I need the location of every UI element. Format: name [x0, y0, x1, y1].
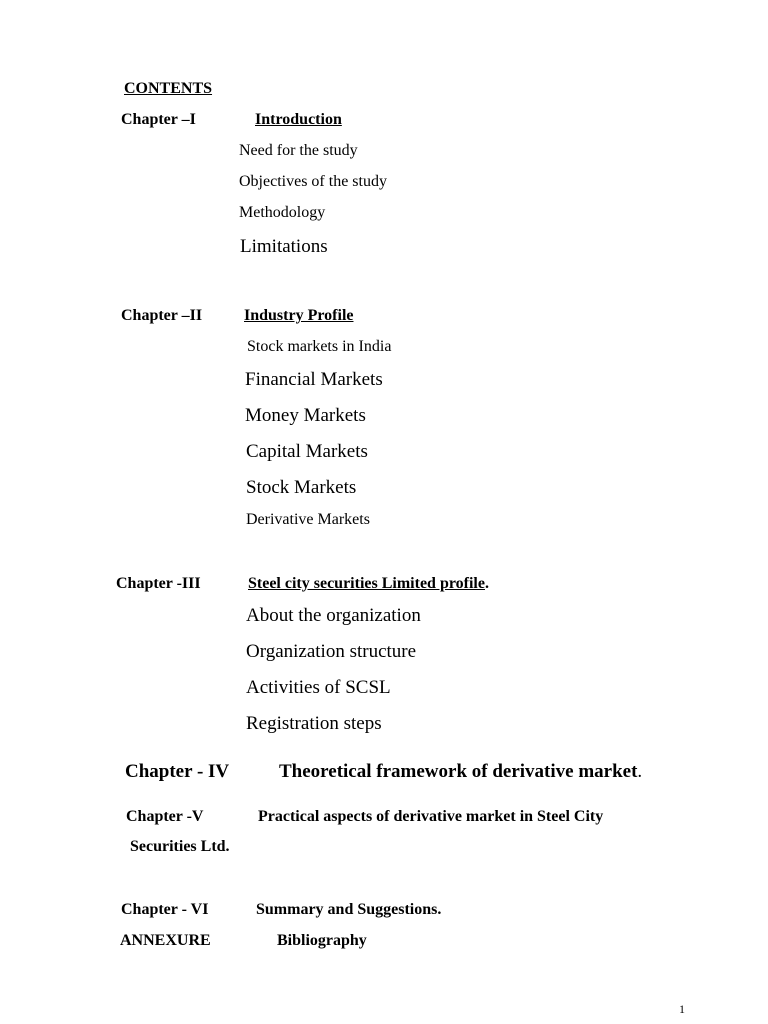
chapter-3-item: Activities of SCSL: [246, 677, 391, 698]
page-number: 1: [679, 1002, 685, 1016]
chapter-4-title-period: .: [637, 761, 643, 782]
chapter-3-item: About the organization: [246, 605, 421, 626]
chapter-5-title-continued: Securities Ltd.: [130, 838, 230, 855]
chapter-2-item: Stock Markets: [246, 477, 357, 498]
chapter-6-title: Summary and Suggestions.: [256, 901, 442, 918]
chapter-2-title: Industry Profile: [244, 307, 354, 324]
chapter-3-item: Organization structure: [246, 641, 417, 662]
chapter-3-title: Steel city securities Limited profile: [248, 575, 485, 592]
chapter-3-title-period: .: [484, 575, 489, 592]
chapter-4-title-line: [279, 762, 642, 781]
chapter-4-number: Chapter - IV: [125, 761, 230, 782]
chapter-3-number: Chapter -III: [116, 575, 201, 592]
chapter-1-item: Limitations: [240, 236, 328, 257]
chapter-1-item: Need for the study: [239, 142, 358, 159]
chapter-6-number: Chapter - VI: [121, 901, 209, 918]
chapter-2-item: Capital Markets: [246, 441, 368, 462]
contents-heading: CONTENTS: [124, 80, 213, 97]
chapter-5-title: Practical aspects of derivative market in Steel City: [258, 808, 604, 825]
chapter-1-item: Objectives of the study: [239, 173, 387, 190]
chapter-1-item: Methodology: [239, 204, 326, 221]
chapter-1-title: Introduction: [255, 111, 342, 128]
chapter-2-item: Financial Markets: [245, 369, 383, 390]
chapter-3-item: Registration steps: [246, 713, 382, 734]
annexure-title: Bibliography: [277, 932, 367, 949]
chapter-4-title: Theoretical framework of derivative market: [279, 761, 638, 782]
chapter-2-number: Chapter –II: [121, 307, 203, 324]
chapter-3-title-line: [248, 576, 489, 592]
chapter-1-number: Chapter –I: [121, 111, 196, 128]
chapter-2-item: Money Markets: [245, 405, 366, 426]
chapter-2-item: Derivative Markets: [246, 511, 370, 528]
annexure-label: ANNEXURE: [120, 932, 211, 949]
chapter-2-item: Stock markets in India: [247, 338, 392, 355]
chapter-5-number: Chapter -V: [126, 808, 204, 825]
